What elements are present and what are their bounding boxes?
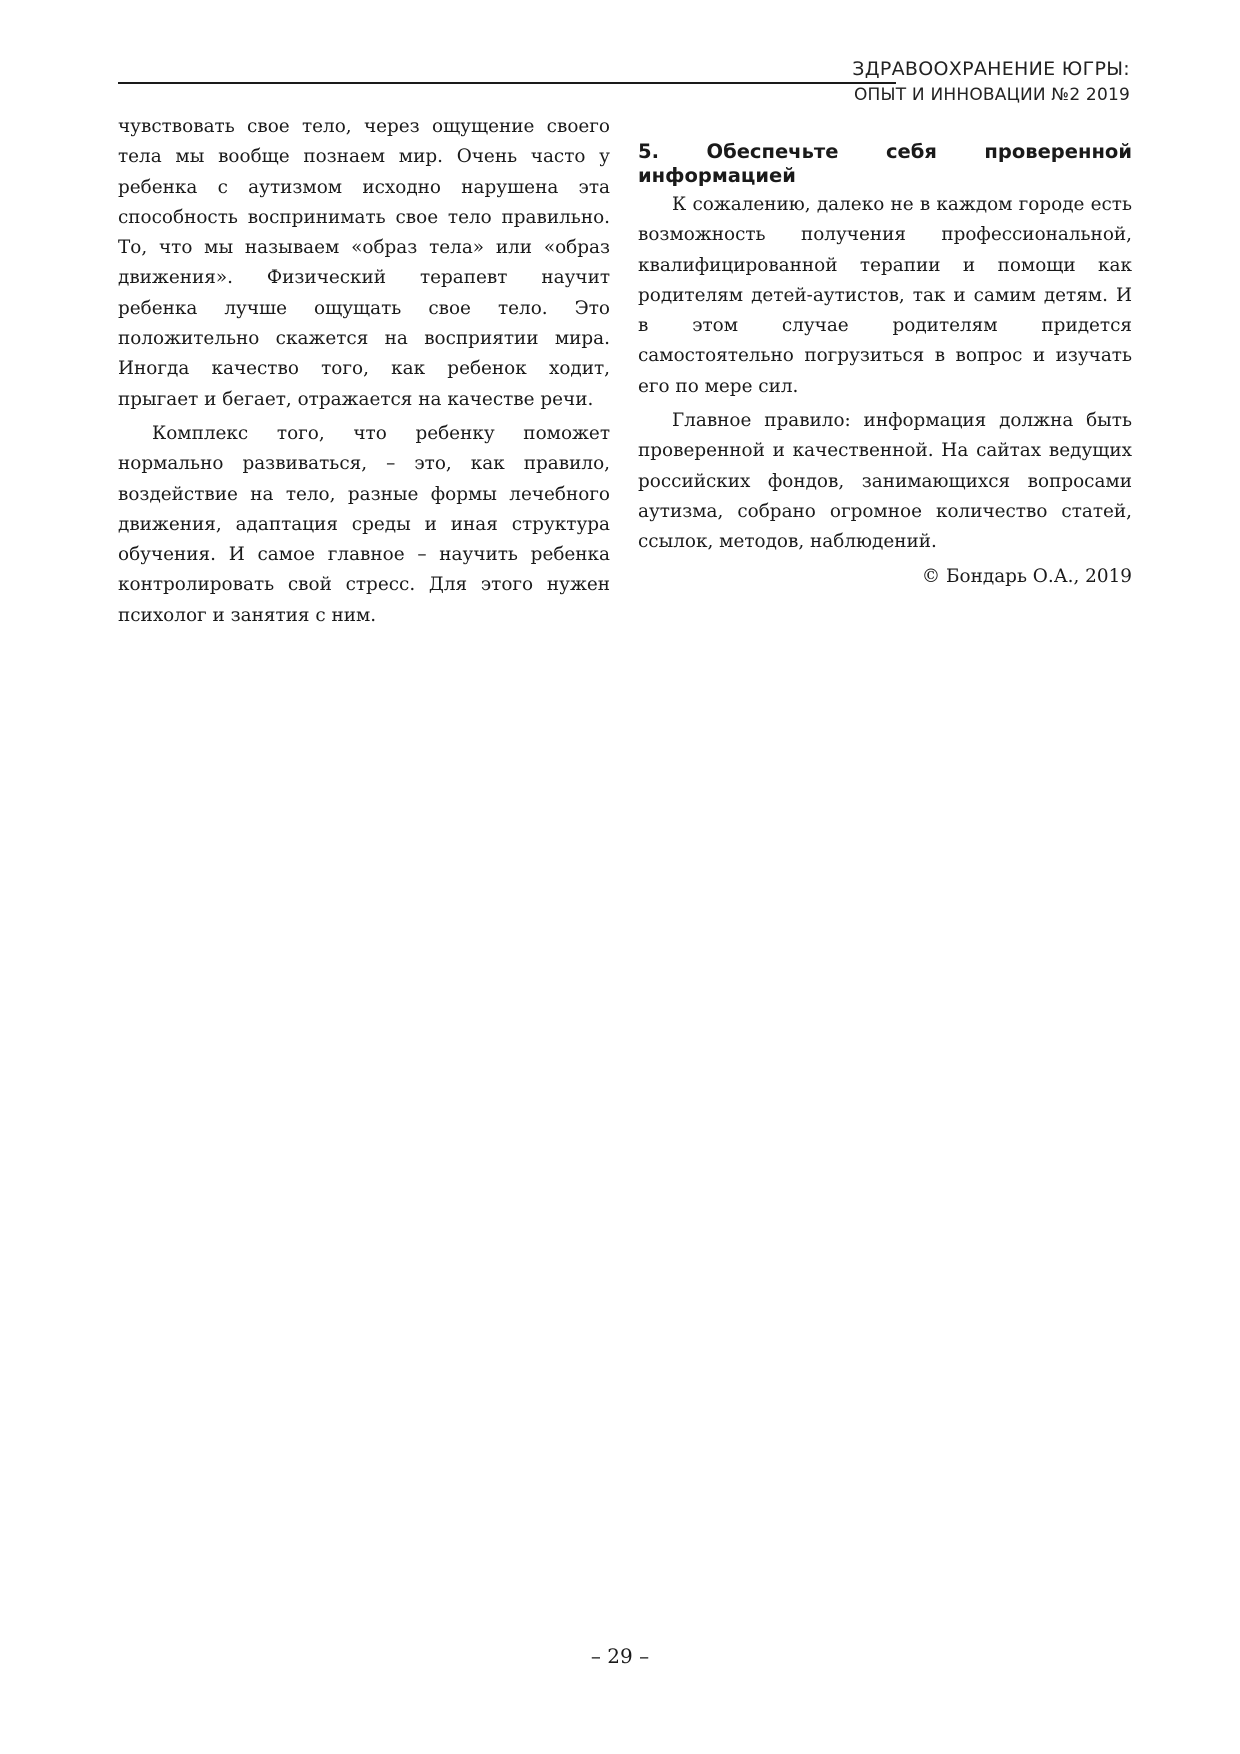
right-column — [638, 112, 1132, 592]
left-paragraph-2: Комплекс того, что ребенку поможет нормально развиваться, – это, как правило, воздействие на тело, разные формы лечебного движения, адаптация среды и иная структура обучения. И самое главное – научить ребенка контролировать свой стресс. Для этого нужен психолог и занятия с ним. — [118, 422, 610, 626]
journal-title: ЗДРАВООХРАНЕНИЕ ЮГРЫ: — [852, 58, 1130, 80]
page-number: – 29 – — [590, 1644, 650, 1668]
copyright-notice: © Бондарь О.А., 2019 — [921, 565, 1132, 587]
left-column — [118, 112, 610, 635]
right-paragraph-2: Главное правило: информация должна быть проверенной и качественной. На сайтах ведущих российских фондов, занимающихся вопросами аутизма, собрано огромное количество статей, ссылок, методов, наблюдений. — [638, 410, 1132, 553]
header-divider — [118, 82, 896, 84]
journal-issue: ОПЫТ И ИННОВАЦИИ №2 2019 — [853, 85, 1130, 105]
left-paragraph-1: чувствовать свое тело, через ощущение своего тела мы вообще познаем мир. Очень часто у ребенка с аутизмом исходно нарушена эта способность воспринимать свое тело правильно. То, что мы называем «образ тела» или «образ движения». Физический терапевт научит ребенка лучше ощущать свое тело. Это положительно скажется на восприятии мира. Иногда качество того, как ребенок ходит, прыгает и бегает, отражается на качестве речи. — [118, 116, 610, 410]
right-paragraph-1: К сожалению, далеко не в каждом городе есть возможность получения профессиональной, квалифицированной терапии и помощи как родителям детей-аутистов, так и самим детям. И в этом случае родителям придется самостоятельно погрузиться в вопрос и изучать его по мере сил. — [638, 194, 1132, 397]
section-heading: 5. Обеспечьте себя проверенной информацией — [638, 140, 1132, 187]
